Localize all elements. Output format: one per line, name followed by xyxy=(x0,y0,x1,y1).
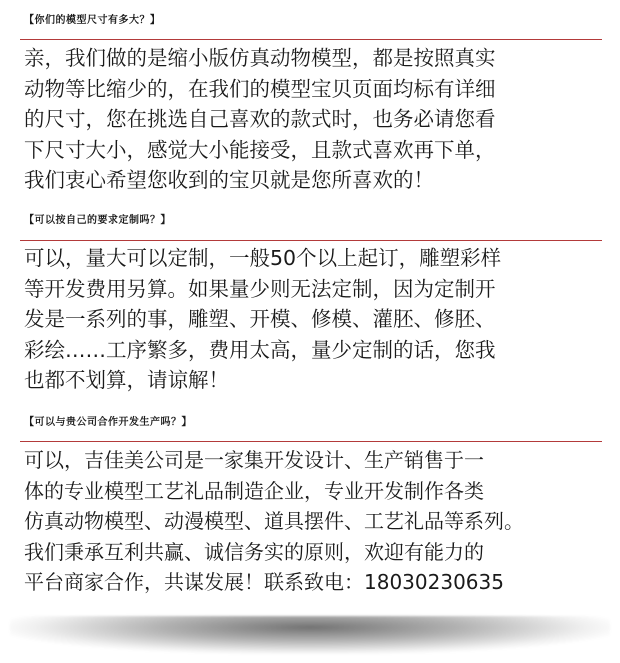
heading-divider xyxy=(20,441,602,442)
answer-line: 发是一系列的事，雕塑、开模、修模、灌胚、修胚、 xyxy=(24,307,496,331)
page-bottom-shadow xyxy=(10,616,610,654)
answer-line: 可以，量大可以定制，一般50个以上起订，雕塑彩样 xyxy=(24,246,502,270)
answer-line: 平台商家合作，共谋发展！联系致电：18030230635 xyxy=(24,570,504,594)
answer-line: 仿真动物模型、动漫模型、道具摆件、工艺礼品等系列。 xyxy=(24,509,524,533)
faq-heading-cooperation: 【可以与贵公司合作开发生产吗？】 xyxy=(24,417,192,428)
answer-line: 彩绘……工序繁多，费用太高，量少定制的话，您我 xyxy=(24,337,496,362)
heading-divider xyxy=(20,240,602,241)
heading-divider xyxy=(20,39,602,40)
answer-line: 亲，我们做的是缩小版仿真动物模型，都是按照真实 xyxy=(24,46,496,70)
answer-line: 我们衷心希望您收到的宝贝就是您所喜欢的！ xyxy=(24,168,434,192)
faq-heading-size: 【你们的模型尺寸有多大？】 xyxy=(24,15,161,26)
faq-section-size xyxy=(20,6,602,192)
answer-line: 我们秉承互利共赢、诚信务实的原则，欢迎有能力的 xyxy=(24,539,484,564)
faq-answer-custom xyxy=(24,243,602,396)
answer-line: 动物等比缩少的，在我们的模型宝贝页面均标有详细 xyxy=(24,76,496,101)
faq-answer-size xyxy=(24,43,602,196)
answer-line: 下尺寸大小，感觉大小能接受，且款式喜欢再下单， xyxy=(24,137,496,162)
answer-line: 体的专业模型工艺礼品制造企业，专业开发制作各类 xyxy=(24,478,484,503)
faq-answer-cooperation xyxy=(24,445,602,598)
faq-page xyxy=(20,0,602,610)
answer-line: 可以，吉佳美公司是一家集开发设计、生产销售于一 xyxy=(24,448,484,472)
faq-heading-custom: 【可以按自己的要求定制吗？】 xyxy=(24,215,171,226)
answer-line: 等开发费用另算。如果量少则无法定制，因为定制开 xyxy=(24,276,496,301)
faq-section-cooperation xyxy=(20,408,602,594)
faq-section-custom xyxy=(20,206,602,392)
answer-line: 也都不划算，请谅解！ xyxy=(24,368,229,392)
answer-line: 的尺寸，您在挑选自己喜欢的款式时，也务必请您看 xyxy=(24,107,496,131)
